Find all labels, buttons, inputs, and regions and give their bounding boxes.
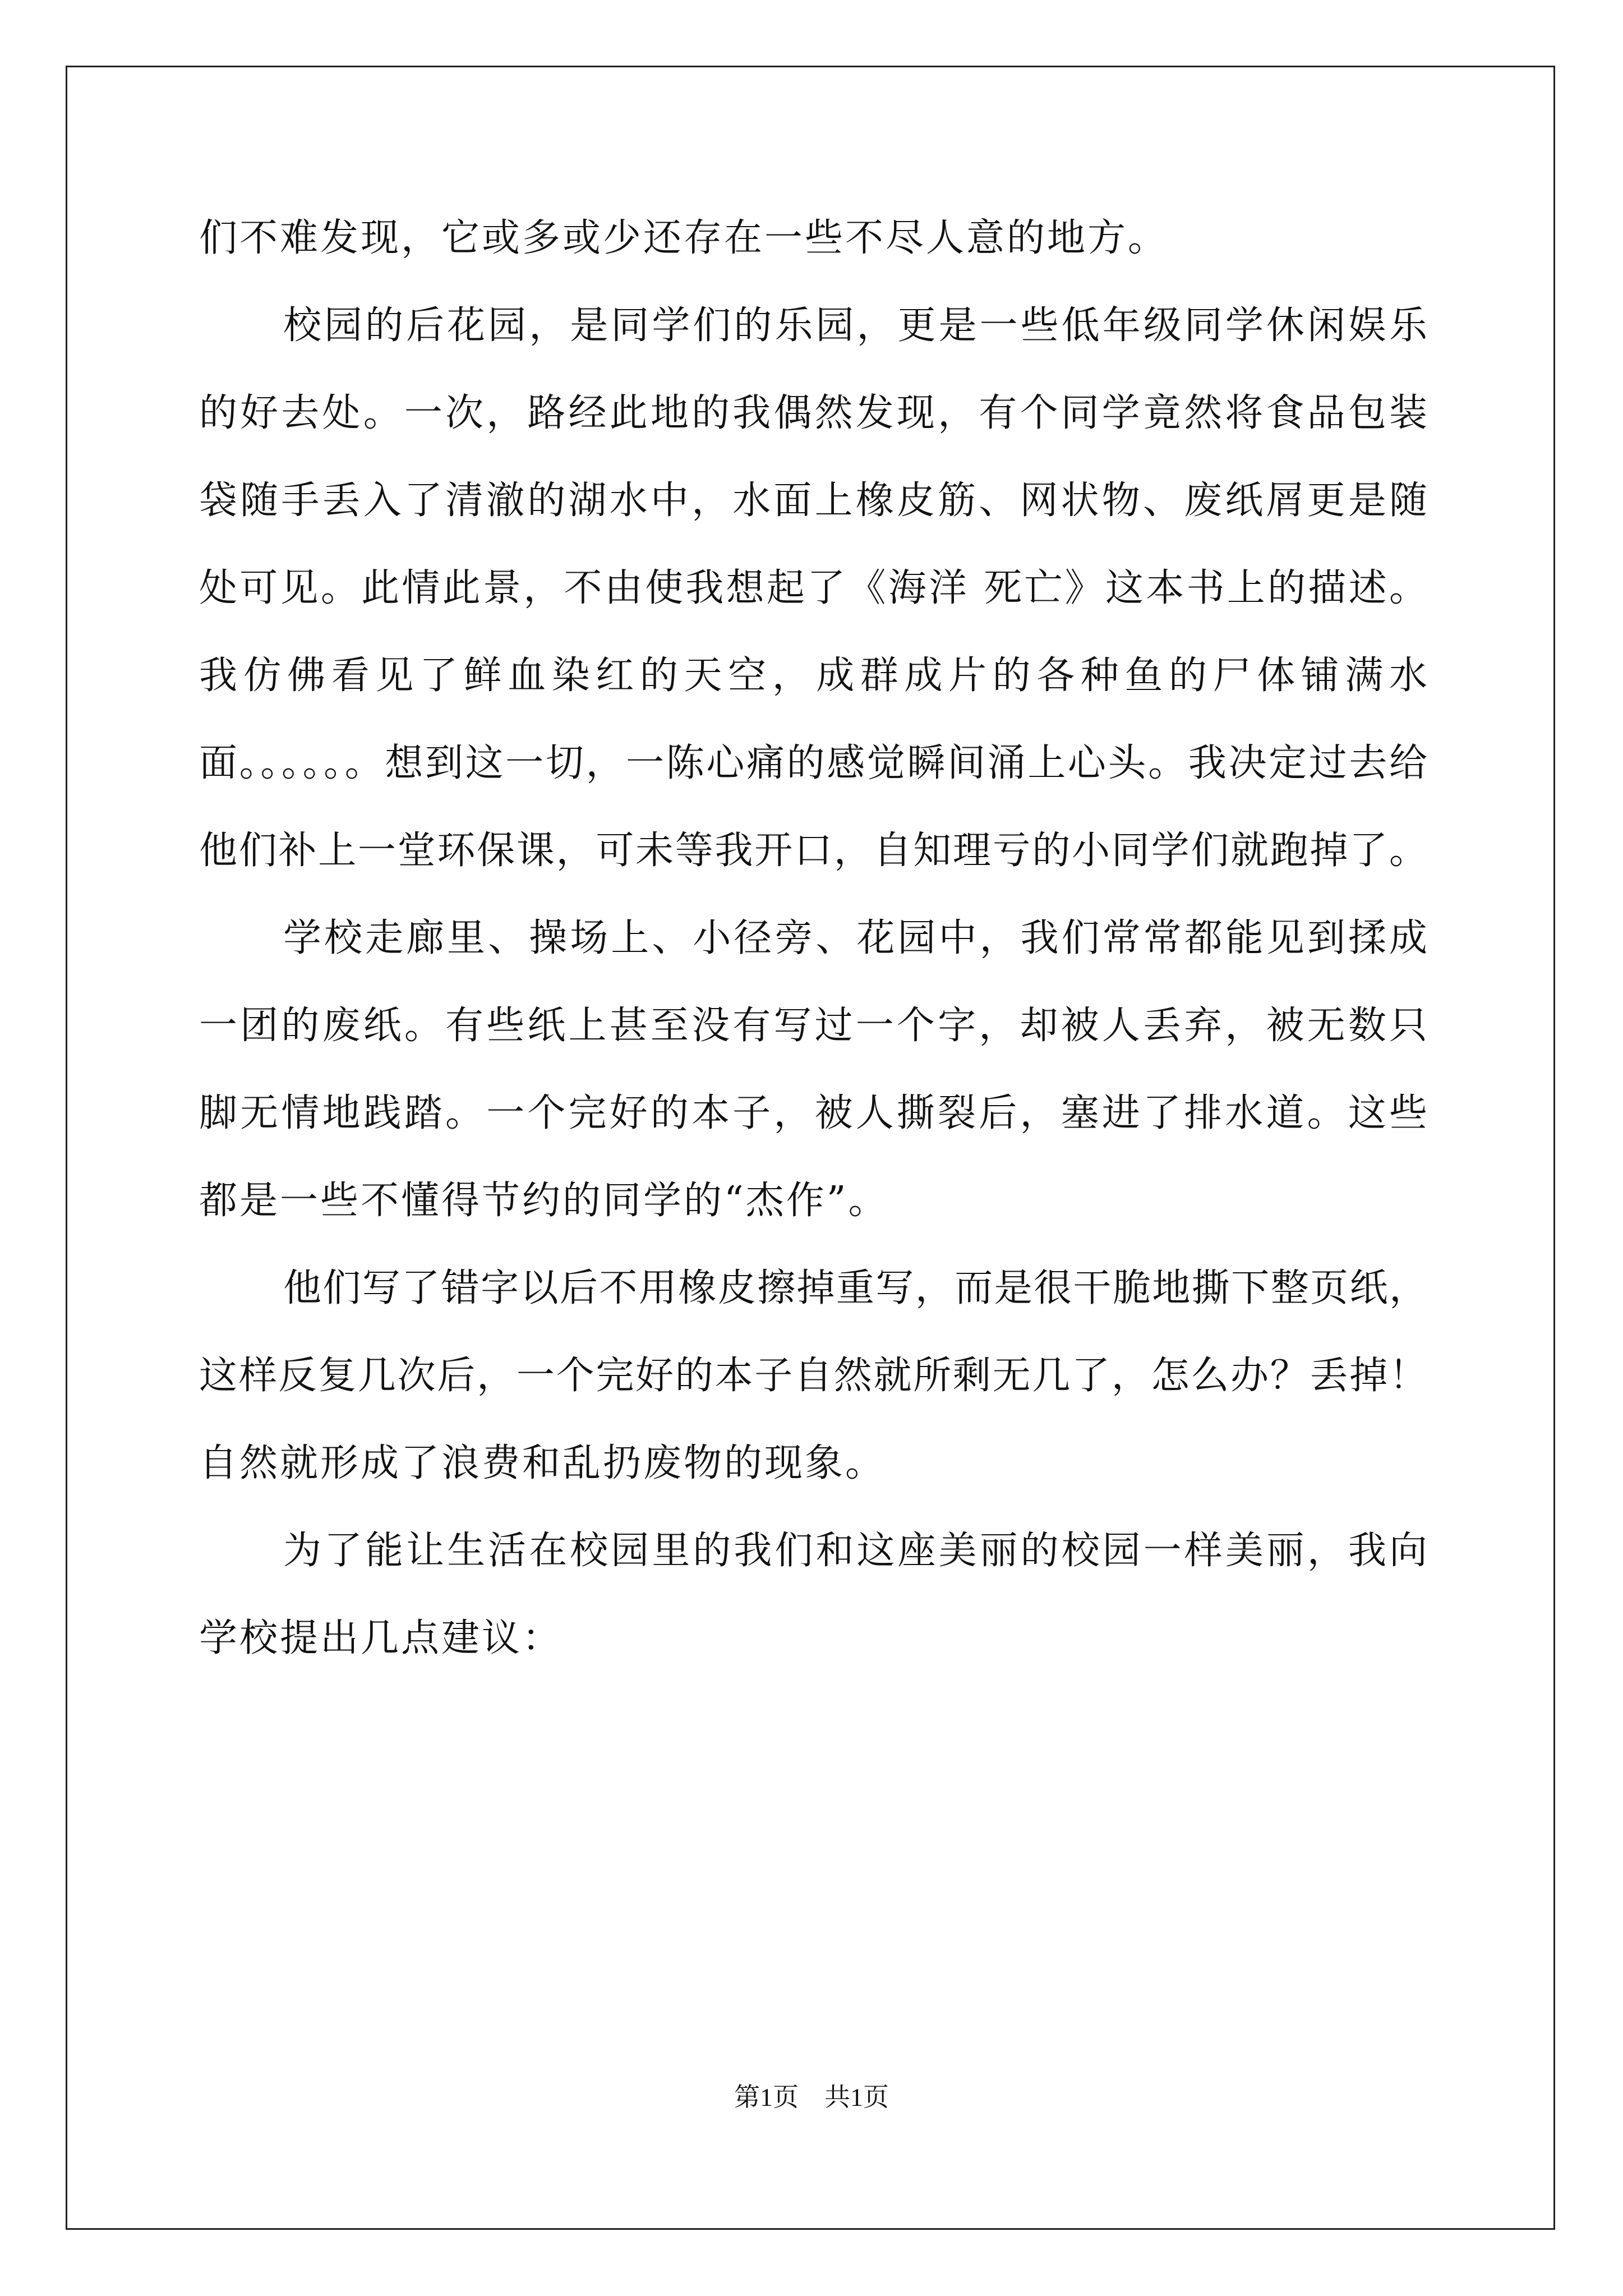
text-line: 我仿佛看见了鲜血染红的天空，成群成片的各种鱼的尸体铺满水	[199, 654, 1427, 698]
text-line: 脚无情地践踏。一个完好的本子，被人撕裂后，塞进了排水道。这些	[199, 1091, 1427, 1135]
text-line: 自然就形成了浪费和乱扔废物的现象。	[199, 1441, 886, 1485]
text-line: 为了能让生活在校园里的我们和这座美丽的校园一样美丽，我向	[283, 1529, 1427, 1573]
text-line: 这样反复几次后，一个完好的本子自然就所剩无几了，怎么办？丢掉！	[199, 1354, 1427, 1398]
text-line: 他们写了错字以后不用橡皮擦掉重写，而是很干脆地撕下整页纸，	[283, 1266, 1427, 1310]
text-line: 一团的废纸。有些纸上甚至没有写过一个字，却被人丢弃，被无数只	[199, 1004, 1427, 1048]
text-line: 们不难发现，它或多或少还存在一些不尽人意的地方。	[199, 216, 1169, 260]
text-line: 学校提出几点建议：	[199, 1616, 563, 1660]
text-line: 都是一些不懂得节约的同学的“杰作”。	[199, 1179, 889, 1223]
document-body	[199, 210, 1427, 1698]
page-number-footer: 第1页 共1页	[734, 2083, 889, 2111]
text-line: 校园的后花园，是同学们的乐园，更是一些低年级同学休闲娱乐	[283, 303, 1427, 348]
text-line: 面。。。。。。想到这一切，一陈心痛的感觉瞬间涌上心头。我决定过去给	[199, 741, 1427, 785]
text-line: 处可见。此情此景，不由使我想起了《海洋 死亡》这本书上的描述。	[199, 566, 1427, 610]
text-line: 袋随手丢入了清澈的湖水中，水面上橡皮筋、网状物、废纸屑更是随	[199, 478, 1427, 523]
text-line: 他们补上一堂环保课，可未等我开口，自知理亏的小同学们就跑掉了。	[199, 829, 1427, 873]
text-line: 学校走廊里、操场上、小径旁、花园中，我们常常都能见到揉成	[283, 916, 1427, 960]
text-line: 的好去处。一次，路经此地的我偶然发现，有个同学竟然将食品包装	[199, 391, 1427, 435]
